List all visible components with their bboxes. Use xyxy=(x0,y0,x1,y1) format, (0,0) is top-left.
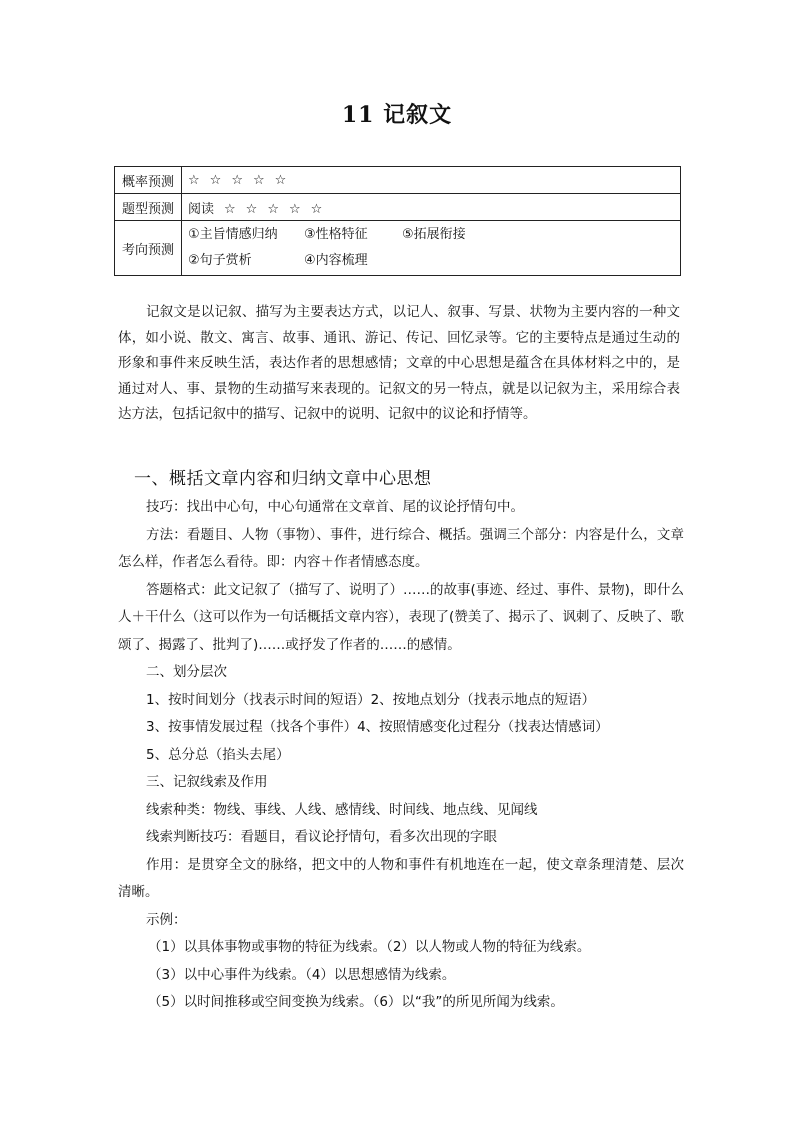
paragraph: 技巧：找出中心句，中心句通常在文章首、尾的议论抒情句中。 xyxy=(146,499,524,515)
example-line: （1）以具体事物或事物的特征为线索。（2）以人物或人物的特征为线索。 xyxy=(148,939,591,955)
page-title: 11 记叙文 xyxy=(341,102,453,128)
option-item: ②句子赏析 xyxy=(188,253,252,268)
paragraph: 5、总分总（掐头去尾） xyxy=(146,746,290,763)
option-item: ④内容梳理 xyxy=(304,253,368,268)
star-icon: ☆ xyxy=(188,172,200,188)
question-type-cell xyxy=(182,194,681,221)
row-label: 概率预测 xyxy=(115,167,182,194)
star-icon: ☆ xyxy=(267,201,279,217)
row-label: 题型预测 xyxy=(115,194,182,221)
example-line: （5）以时间推移或空间变换为线索。（6）以“我”的所见所闻为线索。 xyxy=(148,994,564,1010)
star-icon: ☆ xyxy=(310,201,323,217)
paragraph: 1、按时间划分（找表示时间的短语）2、按地点划分（找表示地点的短语） xyxy=(146,691,596,708)
option-item: ⑤拓展衔接 xyxy=(402,227,466,242)
paragraph: 示例： xyxy=(146,911,187,928)
table-row xyxy=(115,194,681,221)
paragraph: 答题格式：此文记叙了（描写了、说明了）……的故事(事迹、经过、事件、景物)，即什么人＋干什么（这可以作为一句话概括文章内容），表现了(赞美了、揭示了、讽刺了、反映了、歌颂了、揭露了、批判了)……或抒发了作者的……的感情。 xyxy=(118,581,684,653)
focus-options-cell xyxy=(182,221,681,276)
star-icon: ☆ xyxy=(288,201,301,217)
probability-stars xyxy=(182,167,681,194)
subheading: 三、记叙线索及作用 xyxy=(146,774,268,790)
table-row xyxy=(115,221,681,276)
paragraph: 3、按事情发展过程（找各个事件）4、按照情感变化过程分（找表达情感词） xyxy=(146,719,609,735)
paragraph: 线索判断技巧：看题目，看议论抒情句，看多次出现的字眼 xyxy=(146,829,497,845)
example-line: （3）以中心事件为线索。（4）以思想感情为线索。 xyxy=(148,966,456,983)
intro-paragraph: 记叙文是以记叙、描写为主要表达方式，以记人、叙事、写景、状物为主要内容的一种文体，如小说、散文、寓言、故事、通讯、游记、传记、回忆录等。它的主要特点是通过生动的形象和事件来反映生活，表达作者的思想感情；文章的中心思想是蕴含在具体材料之中的，是通过对人、事、景物的生动描写来表现的。记叙文的另一特点，就是以记叙为主，采用综合表达方法，包括记叙中的描写、记叙中的说明、记叙中的议论和抒情等。 xyxy=(118,304,680,422)
table-row xyxy=(115,167,681,194)
option-item: ③性格特征 xyxy=(304,227,368,242)
section-body xyxy=(118,494,684,1017)
paragraph: 作用：是贯穿全文的脉络，把文中的人物和事件有机地连在一起，使文章条理清楚、层次清晰。 xyxy=(118,856,684,900)
star-icon: ☆ xyxy=(231,172,243,188)
subheading: 二、划分层次 xyxy=(146,664,227,680)
options-line xyxy=(188,248,674,274)
row-label: 考向预测 xyxy=(115,221,182,276)
star-icon: ☆ xyxy=(252,172,265,188)
section-heading: 一、概括文章内容和归纳文章中心思想 xyxy=(134,469,432,489)
question-type-text: 阅读 xyxy=(188,201,215,217)
paragraph: 方法：看题目、人物（事物）、事件，进行综合、概括。强调三个部分：内容是什么，文章怎么样，作者怎么看待。即：内容＋作者情感态度。 xyxy=(118,526,684,570)
prediction-table xyxy=(114,166,681,276)
paragraph: 线索种类：物线、事线、人线、感情线、时间线、地点线、见闻线 xyxy=(146,801,538,818)
star-icon: ☆ xyxy=(245,201,258,217)
star-icon: ☆ xyxy=(224,201,236,217)
star-icon: ☆ xyxy=(274,172,287,188)
option-item: ①主旨情感归纳 xyxy=(188,227,278,242)
star-icon: ☆ xyxy=(209,172,222,188)
options-line xyxy=(188,222,674,248)
